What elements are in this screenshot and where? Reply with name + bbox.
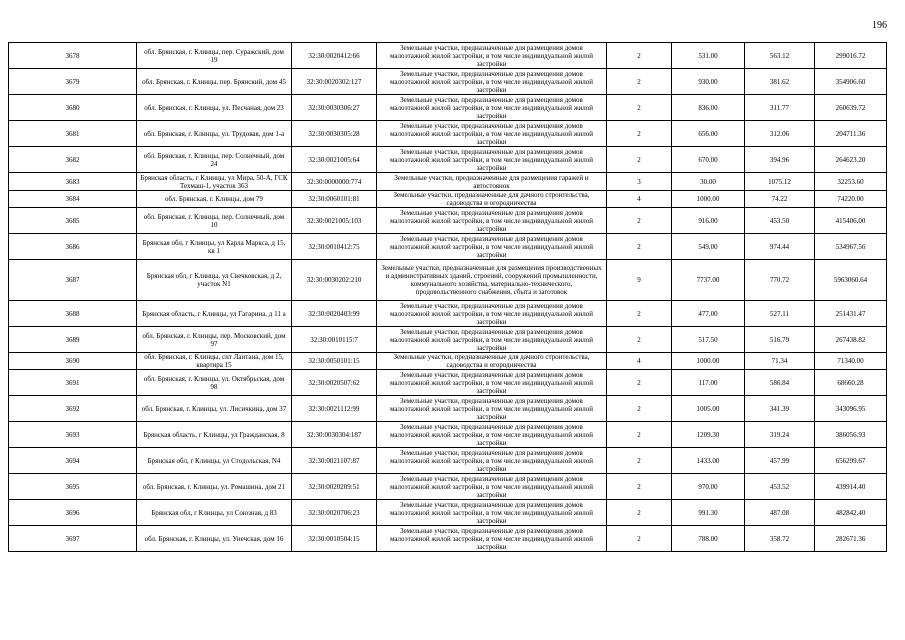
row-number-cell: 3687 xyxy=(9,260,137,301)
address-cell: Брянская обл, г Клинцы, ул Свечковская, д 2, участок N1 xyxy=(137,260,292,301)
table-row xyxy=(9,191,887,208)
cadastral-number-cell: 32:30:0020209:51 xyxy=(292,474,377,500)
specific-value-cell: 453.52 xyxy=(745,474,815,500)
row-number-cell: 3682 xyxy=(9,147,137,173)
land-use-cell: Земельные участки, предназначенные для размещения производственных и административных зданий, строений, сооружений промышленности, коммунального хозяйства, материально-технического, продовольственного снабжения, сбыта и заготовок xyxy=(377,260,607,301)
specific-value-cell: 453.50 xyxy=(745,208,815,234)
land-use-cell: Земельные участки, предназначенные для размещения домов малоэтажной жилой застройки, в том числе индивидуальной жилой застройки xyxy=(377,208,607,234)
specific-value-cell: 457.99 xyxy=(745,448,815,474)
table-body xyxy=(9,43,887,552)
cadastral-value-cell: 415406.00 xyxy=(815,208,887,234)
table-row xyxy=(9,526,887,552)
cadastral-number-cell: 32:30:0000000:774 xyxy=(292,173,377,191)
area-cell: 788.00 xyxy=(672,526,745,552)
land-use-cell: Земельные участки, предназначенные для размещения домов малоэтажной жилой застройки, в том числе индивидуальной жилой застройки xyxy=(377,43,607,69)
cadastral-value-cell: 343096.95 xyxy=(815,396,887,422)
area-cell: 1000.00 xyxy=(672,353,745,370)
address-cell: обл. Брянская, г. Клинцы, пер. Солнечный, дом 10 xyxy=(137,208,292,234)
land-use-cell: Земельные участки, предназначенные для размещения домов малоэтажной жилой застройки, в том числе индивидуальной жилой застройки xyxy=(377,121,607,147)
table-row xyxy=(9,173,887,191)
cadastral-value-cell: 260639.72 xyxy=(815,95,887,121)
specific-value-cell: 71.34 xyxy=(745,353,815,370)
cadastral-value-cell: 386056.93 xyxy=(815,422,887,448)
address-cell: обл. Брянская, г. Клинцы, пер. Брянский, дом 45 xyxy=(137,69,292,95)
row-number-cell: 3680 xyxy=(9,95,137,121)
address-cell: Брянская область, г Клинцы, ул Мира, 50-А, ГСК Техмаш-1, участок 363 xyxy=(137,173,292,191)
address-cell: обл. Брянская, г. Клинцы, ул. Лисичкина, дом 37 xyxy=(137,396,292,422)
specific-value-cell: 770.72 xyxy=(745,260,815,301)
address-cell: обл. Брянская, г. Клинцы, пер. Суражский, дом 19 xyxy=(137,43,292,69)
row-number-cell: 3678 xyxy=(9,43,137,69)
land-use-cell: Земельные участки, предназначенные для дачного строительства, садоводства и огородничества xyxy=(377,353,607,370)
cadastral-value-cell: 299016.72 xyxy=(815,43,887,69)
area-cell: 991.30 xyxy=(672,500,745,526)
area-cell: 117.00 xyxy=(672,370,745,396)
table-row xyxy=(9,121,887,147)
group-cell: 4 xyxy=(607,353,672,370)
land-use-cell: Земельные участки, предназначенные для размещения домов малоэтажной жилой застройки, в том числе индивидуальной жилой застройки xyxy=(377,422,607,448)
land-use-cell: Земельные участки, предназначенные для размещения домов малоэтажной жилой застройки, в том числе индивидуальной жилой застройки xyxy=(377,500,607,526)
cadastral-number-cell: 32:30:0050101:15 xyxy=(292,353,377,370)
land-use-cell: Земельные участки, предназначенные для размещения домов малоэтажной жилой застройки, в том числе индивидуальной жилой застройки xyxy=(377,396,607,422)
cadastral-value-cell: 68660.28 xyxy=(815,370,887,396)
cadastral-number-cell: 32:30:0060101:81 xyxy=(292,191,377,208)
group-cell: 2 xyxy=(607,147,672,173)
table-row xyxy=(9,95,887,121)
land-use-cell: Земельные участки, предназначенные для размещения домов малоэтажной жилой застройки, в том числе индивидуальной жилой застройки xyxy=(377,370,607,396)
table-row xyxy=(9,147,887,173)
specific-value-cell: 394.96 xyxy=(745,147,815,173)
cadastral-number-cell: 32:30:0021005:64 xyxy=(292,147,377,173)
area-cell: 477.00 xyxy=(672,301,745,327)
land-use-cell: Земельные участки, предназначенные для размещения домов малоэтажной жилой застройки, в том числе индивидуальной жилой застройки xyxy=(377,327,607,353)
table-row xyxy=(9,448,887,474)
cadastral-value-cell: 439914.40 xyxy=(815,474,887,500)
table-row xyxy=(9,500,887,526)
group-cell: 3 xyxy=(607,173,672,191)
cadastral-value-cell: 656299.67 xyxy=(815,448,887,474)
row-number-cell: 3679 xyxy=(9,69,137,95)
cadastral-number-cell: 32:30:0020302:127 xyxy=(292,69,377,95)
row-number-cell: 3693 xyxy=(9,422,137,448)
land-use-cell: Земельные участки, предназначенные для размещения домов малоэтажной жилой застройки, в том числе индивидуальной жилой застройки xyxy=(377,448,607,474)
land-use-cell: Земельные участки, предназначенные для размещения гаражей и автостоянок xyxy=(377,173,607,191)
row-number-cell: 3689 xyxy=(9,327,137,353)
specific-value-cell: 319.24 xyxy=(745,422,815,448)
specific-value-cell: 381.62 xyxy=(745,69,815,95)
table-row xyxy=(9,353,887,370)
table-row xyxy=(9,396,887,422)
group-cell: 2 xyxy=(607,121,672,147)
cadastral-number-cell: 32:30:0010412:75 xyxy=(292,234,377,260)
group-cell: 2 xyxy=(607,95,672,121)
specific-value-cell: 487.08 xyxy=(745,500,815,526)
specific-value-cell: 358.72 xyxy=(745,526,815,552)
group-cell: 2 xyxy=(607,448,672,474)
page-number: 196 xyxy=(872,20,887,31)
cadastral-value-cell: 71340.00 xyxy=(815,353,887,370)
table-row xyxy=(9,327,887,353)
land-use-cell: Земельные участки, предназначенные для размещения домов малоэтажной жилой застройки, в том числе индивидуальной жилой застройки xyxy=(377,69,607,95)
specific-value-cell: 312.06 xyxy=(745,121,815,147)
row-number-cell: 3688 xyxy=(9,301,137,327)
address-cell: обл. Брянская, г. Клинцы, ул. Трудовая, дом 1-а xyxy=(137,121,292,147)
row-number-cell: 3683 xyxy=(9,173,137,191)
cadastral-number-cell: 32:30:0020706:23 xyxy=(292,500,377,526)
address-cell: обл. Брянская, г. Клинцы, ул. Унечская, дом 16 xyxy=(137,526,292,552)
group-cell: 2 xyxy=(607,301,672,327)
area-cell: 670.00 xyxy=(672,147,745,173)
specific-value-cell: 563.12 xyxy=(745,43,815,69)
cadastral-number-cell: 32:30:0010504:15 xyxy=(292,526,377,552)
land-use-cell: Земельные участки, предназначенные для дачного строительства, садоводства и огородничества xyxy=(377,191,607,208)
cadastral-value-cell: 267438.82 xyxy=(815,327,887,353)
row-number-cell: 3681 xyxy=(9,121,137,147)
cadastral-value-cell: 282671.36 xyxy=(815,526,887,552)
cadastral-value-cell: 534967.56 xyxy=(815,234,887,260)
address-cell: обл. Брянская, г. Клинцы, пер. Московский, дом 97 xyxy=(137,327,292,353)
group-cell: 2 xyxy=(607,474,672,500)
table-row xyxy=(9,234,887,260)
cadastral-number-cell: 32:30:0010115:7 xyxy=(292,327,377,353)
area-cell: 916.00 xyxy=(672,208,745,234)
cadastral-value-cell: 32253.60 xyxy=(815,173,887,191)
group-cell: 2 xyxy=(607,234,672,260)
cadastral-number-cell: 32:30:0021112:99 xyxy=(292,396,377,422)
cadastral-value-cell: 251431.47 xyxy=(815,301,887,327)
area-cell: 1433.00 xyxy=(672,448,745,474)
row-number-cell: 3690 xyxy=(9,353,137,370)
address-cell: обл. Брянская, г. Клинцы, ул. Ромашина, дом 21 xyxy=(137,474,292,500)
group-cell: 9 xyxy=(607,260,672,301)
address-cell: обл. Брянская, г. Клинцы, дом 79 xyxy=(137,191,292,208)
specific-value-cell: 974.44 xyxy=(745,234,815,260)
cadastral-value-cell: 74220.00 xyxy=(815,191,887,208)
area-cell: 7737.00 xyxy=(672,260,745,301)
area-cell: 1005.00 xyxy=(672,396,745,422)
group-cell: 2 xyxy=(607,526,672,552)
group-cell: 2 xyxy=(607,43,672,69)
row-number-cell: 3691 xyxy=(9,370,137,396)
row-number-cell: 3697 xyxy=(9,526,137,552)
area-cell: 930.00 xyxy=(672,69,745,95)
address-cell: Брянская обл, г Клинцы, ул Стодольская, N4 xyxy=(137,448,292,474)
row-number-cell: 3696 xyxy=(9,500,137,526)
cadastral-number-cell: 32:30:0021107:87 xyxy=(292,448,377,474)
address-cell: Брянская обл, г Клинцы, ул Карла Маркса, д 15, кв 1 xyxy=(137,234,292,260)
cadastral-number-cell: 32:30:0020507:62 xyxy=(292,370,377,396)
cadastral-number-cell: 32:30:0030306:27 xyxy=(292,95,377,121)
area-cell: 517.50 xyxy=(672,327,745,353)
cadastral-number-cell: 32:30:0030304:187 xyxy=(292,422,377,448)
group-cell: 2 xyxy=(607,69,672,95)
table-row xyxy=(9,301,887,327)
address-cell: Брянская обл, г Клинцы, ул Союзная, д 83 xyxy=(137,500,292,526)
cadastral-value-cell: 354906.60 xyxy=(815,69,887,95)
table-row xyxy=(9,208,887,234)
group-cell: 4 xyxy=(607,191,672,208)
cadastral-value-cell: 204711.36 xyxy=(815,121,887,147)
land-use-cell: Земельные участки, предназначенные для размещения домов малоэтажной жилой застройки, в том числе индивидуальной жилой застройки xyxy=(377,301,607,327)
group-cell: 2 xyxy=(607,327,672,353)
specific-value-cell: 74.22 xyxy=(745,191,815,208)
row-number-cell: 3686 xyxy=(9,234,137,260)
table-row xyxy=(9,260,887,301)
row-number-cell: 3694 xyxy=(9,448,137,474)
area-cell: 970.00 xyxy=(672,474,745,500)
specific-value-cell: 311.77 xyxy=(745,95,815,121)
group-cell: 2 xyxy=(607,396,672,422)
area-cell: 1209.30 xyxy=(672,422,745,448)
table-row xyxy=(9,474,887,500)
address-cell: Брянская область, г Клинцы, ул Гагарина, д 11 а xyxy=(137,301,292,327)
cadastral-value-table xyxy=(8,42,887,552)
area-cell: 531.00 xyxy=(672,43,745,69)
group-cell: 2 xyxy=(607,208,672,234)
area-cell: 836.00 xyxy=(672,95,745,121)
land-use-cell: Земельные участки, предназначенные для размещения домов малоэтажной жилой застройки, в том числе индивидуальной жилой застройки xyxy=(377,526,607,552)
group-cell: 2 xyxy=(607,422,672,448)
specific-value-cell: 527.11 xyxy=(745,301,815,327)
land-use-cell: Земельные участки, предназначенные для размещения домов малоэтажной жилой застройки, в том числе индивидуальной жилой застройки xyxy=(377,474,607,500)
specific-value-cell: 1075.12 xyxy=(745,173,815,191)
area-cell: 30.00 xyxy=(672,173,745,191)
cadastral-number-cell: 32:30:0020403:99 xyxy=(292,301,377,327)
address-cell: Брянская область, г Клинцы, ул Гражданская, 8 xyxy=(137,422,292,448)
land-use-cell: Земельные участки, предназначенные для размещения домов малоэтажной жилой застройки, в том числе индивидуальной жилой застройки xyxy=(377,234,607,260)
group-cell: 2 xyxy=(607,370,672,396)
land-use-cell: Земельные участки, предназначенные для размещения домов малоэтажной жилой застройки, в том числе индивидуальной жилой застройки xyxy=(377,95,607,121)
address-cell: обл. Брянская, г. Клинцы, пер. Солнечный, дом 24 xyxy=(137,147,292,173)
area-cell: 656.00 xyxy=(672,121,745,147)
cadastral-value-cell: 5963060.64 xyxy=(815,260,887,301)
table-row xyxy=(9,370,887,396)
address-cell: обл. Брянская, г. Клинцы, ул. Песчаная, дом 23 xyxy=(137,95,292,121)
table-row xyxy=(9,43,887,69)
area-cell: 549.00 xyxy=(672,234,745,260)
cadastral-number-cell: 32:30:0021005:103 xyxy=(292,208,377,234)
group-cell: 2 xyxy=(607,500,672,526)
cadastral-value-cell: 264623.20 xyxy=(815,147,887,173)
row-number-cell: 3685 xyxy=(9,208,137,234)
row-number-cell: 3695 xyxy=(9,474,137,500)
cadastral-value-cell: 482842.40 xyxy=(815,500,887,526)
cadastral-number-cell: 32:30:0030202:210 xyxy=(292,260,377,301)
land-use-cell: Земельные участки, предназначенные для размещения домов малоэтажной жилой застройки, в том числе индивидуальной жилой застройки xyxy=(377,147,607,173)
table-row xyxy=(9,69,887,95)
specific-value-cell: 341.39 xyxy=(745,396,815,422)
address-cell: обл. Брянская, г. Клинцы, снт Лантана, дом 15, квартира 15 xyxy=(137,353,292,370)
specific-value-cell: 516.79 xyxy=(745,327,815,353)
area-cell: 1000.00 xyxy=(672,191,745,208)
table-row xyxy=(9,422,887,448)
specific-value-cell: 586.84 xyxy=(745,370,815,396)
cadastral-number-cell: 32:30:0030305:28 xyxy=(292,121,377,147)
row-number-cell: 3684 xyxy=(9,191,137,208)
address-cell: обл. Брянская, г. Клинцы, ул. Октябрьская, дом 98 xyxy=(137,370,292,396)
row-number-cell: 3692 xyxy=(9,396,137,422)
cadastral-number-cell: 32:30:0020412:66 xyxy=(292,43,377,69)
